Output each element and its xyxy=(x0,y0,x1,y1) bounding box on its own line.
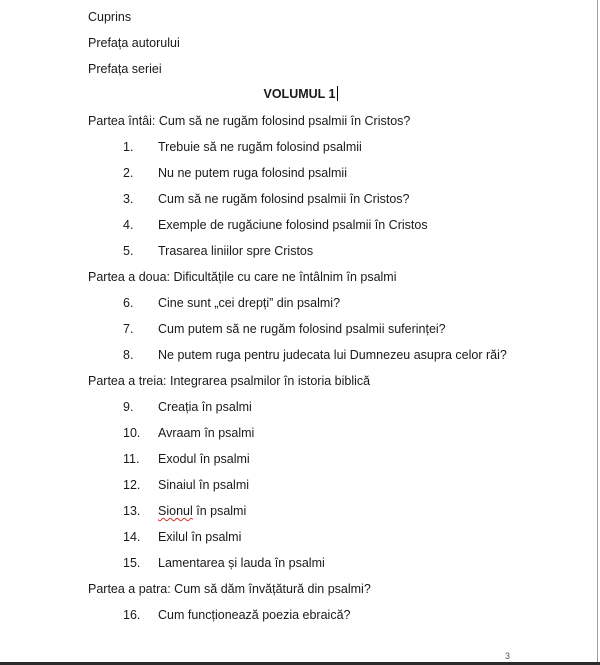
chapter-title: Trebuie să ne rugăm folosind psalmii xyxy=(158,140,362,154)
chapter-number: 2. xyxy=(123,166,134,180)
toc-entry-author-preface[interactable]: Prefața autorului xyxy=(88,36,180,50)
chapter-title: Creația în psalmi xyxy=(158,400,252,414)
chapter-title: Exilul în psalmi xyxy=(158,530,242,544)
part-heading[interactable]: Partea a doua: Dificultățile cu care ne întâlnim în psalmi xyxy=(88,270,397,284)
chapter-title: Lamentarea și lauda în psalmi xyxy=(158,556,325,570)
chapter-number: 13. xyxy=(123,504,141,518)
chapter-title-rest: în psalmi xyxy=(192,504,247,518)
chapter-title: Nu ne putem ruga folosind psalmii xyxy=(158,166,347,180)
volume-heading[interactable] xyxy=(0,86,597,102)
chapter-number: 15. xyxy=(123,556,141,570)
chapter-number: 16. xyxy=(123,608,141,622)
chapter-title xyxy=(158,503,246,519)
chapter-number: 5. xyxy=(123,244,134,258)
page-number: 3 xyxy=(505,651,511,661)
chapter-number: 12. xyxy=(123,478,141,492)
part-heading[interactable]: Partea a patra: Cum să dăm învățătură din psalmi? xyxy=(88,582,371,596)
chapter-title: Trasarea liniilor spre Cristos xyxy=(158,244,314,258)
chapter-title: Ne putem ruga pentru judecata lui Dumnezeu asupra celor răi? xyxy=(158,348,507,362)
toc-entry-series-preface[interactable]: Prefața seriei xyxy=(88,62,162,76)
chapter-number: 7. xyxy=(123,322,134,336)
chapter-number: 10. xyxy=(123,426,141,440)
chapter-title: Cine sunt „cei drepți” din psalmi? xyxy=(158,296,341,310)
text-cursor xyxy=(337,86,338,101)
chapter-number: 8. xyxy=(123,348,134,362)
chapter-title: Cum putem să ne rugăm folosind psalmii suferinței? xyxy=(158,322,446,336)
chapter-number: 3. xyxy=(123,192,134,206)
chapter-title: Avraam în psalmi xyxy=(158,426,255,440)
chapter-number: 11. xyxy=(123,452,140,466)
chapter-number: 1. xyxy=(123,140,134,154)
spellcheck-flagged-word[interactable]: Sionul xyxy=(158,504,193,518)
chapter-number: 4. xyxy=(123,218,134,232)
chapter-title: Cum să ne rugăm folosind psalmii în Cristos? xyxy=(158,192,410,206)
toc-entry-cuprins[interactable]: Cuprins xyxy=(88,10,132,24)
chapter-number: 6. xyxy=(123,296,134,310)
chapter-title: Cum funcționează poezia ebraică? xyxy=(158,608,351,622)
chapter-number: 9. xyxy=(123,400,134,414)
chapter-number: 14. xyxy=(123,530,141,544)
volume-heading-text: VOLUMUL 1 xyxy=(263,87,336,101)
chapter-title: Exemple de rugăciune folosind psalmii în Cristos xyxy=(158,218,428,232)
chapter-title: Exodul în psalmi xyxy=(158,452,250,466)
part-heading[interactable]: Partea a treia: Integrarea psalmilor în istoria biblică xyxy=(88,374,371,388)
chapter-title: Sinaiul în psalmi xyxy=(158,478,250,492)
part-heading[interactable]: Partea întâi: Cum să ne rugăm folosind psalmii în Cristos? xyxy=(88,114,411,128)
